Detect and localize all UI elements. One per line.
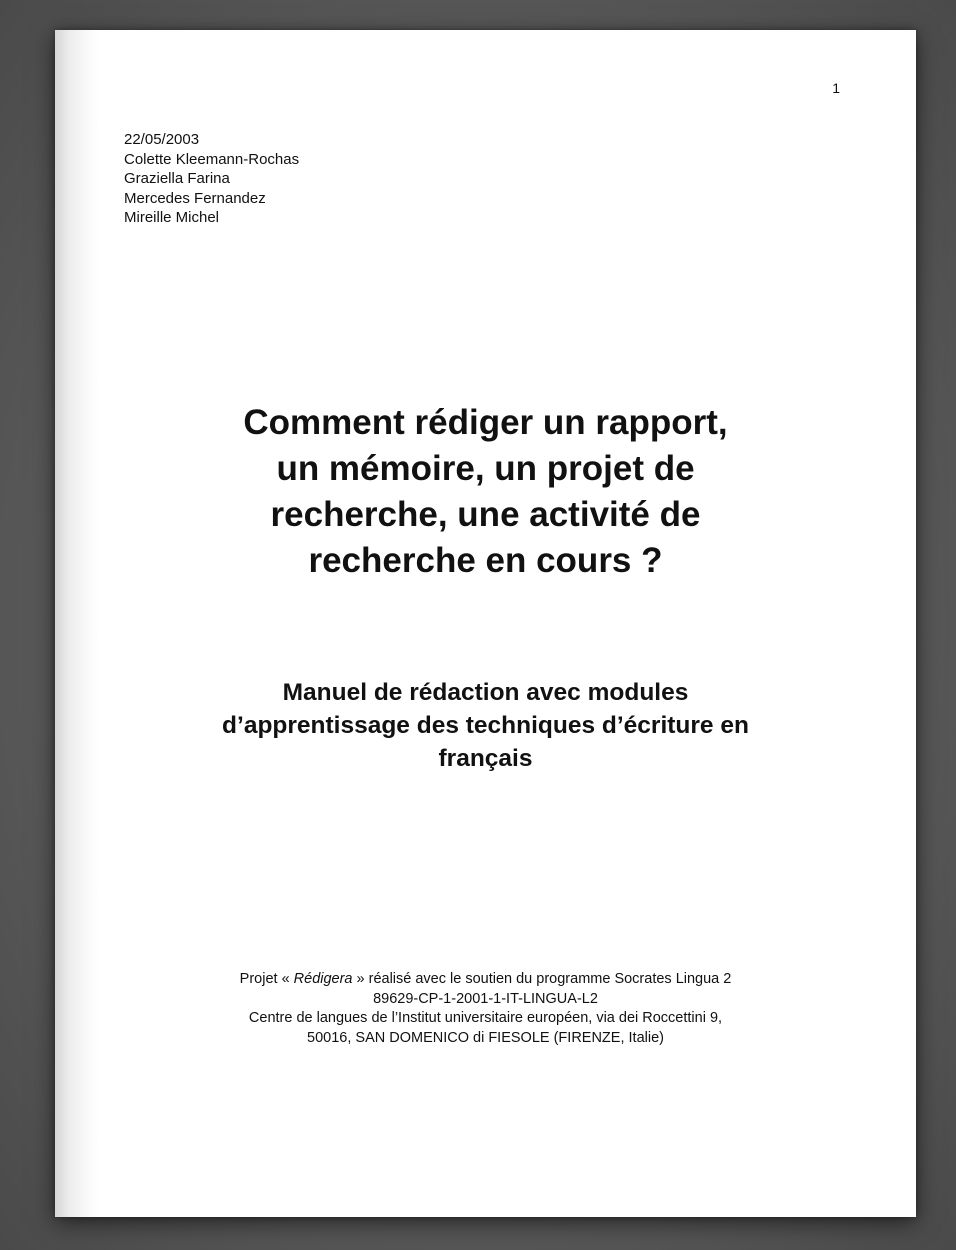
author-name: Graziella Farina	[124, 170, 230, 187]
document-page	[55, 30, 916, 1217]
document-title	[55, 400, 916, 584]
project-footer	[55, 970, 916, 1048]
subtitle-line: Manuel de rédaction avec modules	[282, 679, 689, 706]
project-prefix: Projet «	[239, 971, 294, 987]
subtitle-line: d’apprentissage des techniques d’écriture en	[222, 712, 749, 739]
project-name: Rédigera	[293, 971, 353, 987]
document-date: 22/05/2003	[124, 131, 200, 148]
title-line: recherche en cours ?	[308, 541, 663, 580]
author-name: Mireille Michel	[124, 209, 220, 226]
author-name: Mercedes Fernandez	[124, 189, 266, 207]
project-line	[55, 970, 916, 990]
address-line: Centre de langues de l’Institut universitaire européen, via dei Roccettini 9,	[248, 1010, 723, 1026]
title-line: recherche, une activité de	[270, 495, 701, 534]
project-code: 89629-CP-1-2001-1-IT-LINGUA-L2	[373, 990, 598, 1007]
title-line: un mémoire, un projet de	[276, 449, 695, 488]
document-meta	[124, 130, 299, 228]
address-line: 50016, SAN DOMENICO di FIESOLE (FIRENZE, Italie)	[307, 1029, 664, 1046]
subtitle-line: français	[438, 745, 533, 772]
author-name: Colette Kleemann-Rochas	[124, 150, 300, 168]
project-suffix: » réalisé avec le soutien du programme Socrates Lingua 2	[352, 971, 732, 987]
document-subtitle	[55, 676, 916, 775]
title-line: Comment rédiger un rapport,	[243, 403, 728, 442]
page-number: 1	[832, 80, 840, 96]
